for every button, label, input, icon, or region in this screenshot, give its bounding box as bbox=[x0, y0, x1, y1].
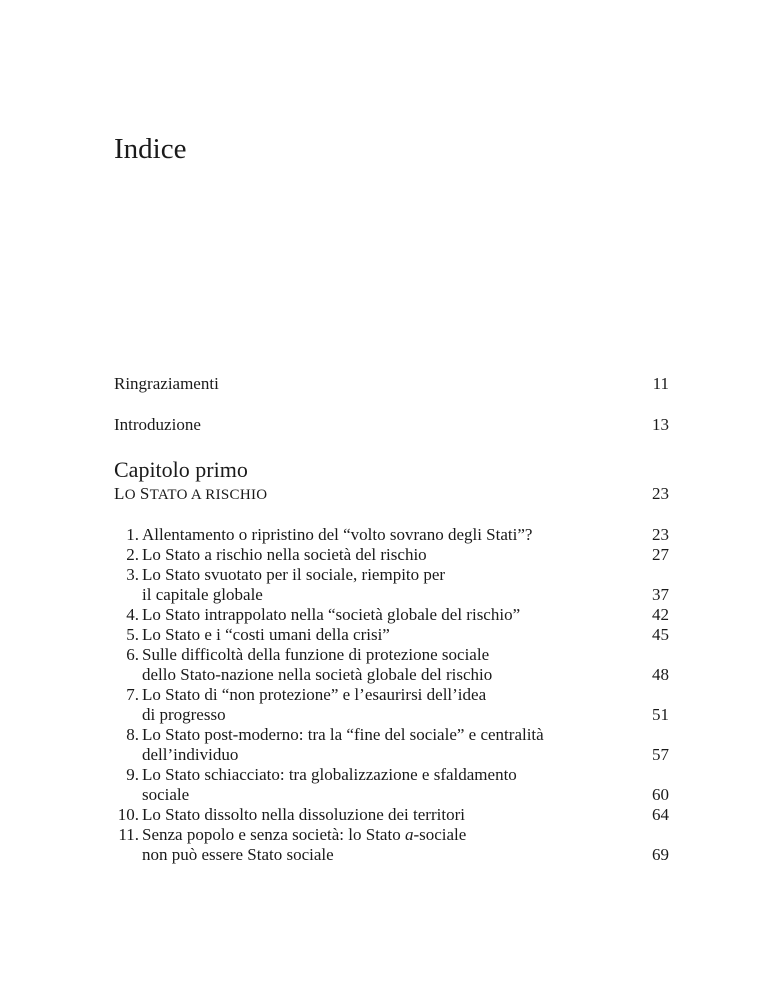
toc-section-8[interactable]: 8. Lo Stato post-moderno: tra la “fine del sociale” e centralità dell’individuo 57 bbox=[126, 725, 669, 764]
toc-entry-page: 11 bbox=[652, 374, 669, 393]
chapter-heading: Capitolo primo bbox=[114, 457, 248, 482]
page-title: Indice bbox=[114, 133, 187, 165]
toc-section-11[interactable]: 11. Senza popolo e senza società: lo Stato a-sociale non può essere Stato sociale 69 bbox=[118, 825, 669, 864]
chapter-page: 23 bbox=[652, 484, 669, 503]
toc-section-7[interactable]: 7. Lo Stato di “non protezione” e l’esaurirsi dell’idea di progresso 51 bbox=[126, 685, 669, 724]
toc-entry-label: Introduzione bbox=[114, 415, 201, 434]
toc-entry-label: Ringraziamenti bbox=[114, 374, 219, 393]
toc-section-9[interactable]: 9. Lo Stato schiacciato: tra globalizzazione e sfaldamento sociale 60 bbox=[126, 765, 669, 804]
toc-section-6[interactable]: 6. Sulle difficoltà della funzione di protezione sociale dello Stato-nazione nella società globale del rischio 48 bbox=[126, 645, 669, 684]
chapter-subtitle: LO STATO A RISCHIO bbox=[114, 484, 268, 503]
toc-entry-page: 13 bbox=[652, 415, 669, 434]
toc-section-3[interactable]: 3. Lo Stato svuotato per il sociale, riempito per il capitale globale 37 bbox=[126, 565, 669, 604]
